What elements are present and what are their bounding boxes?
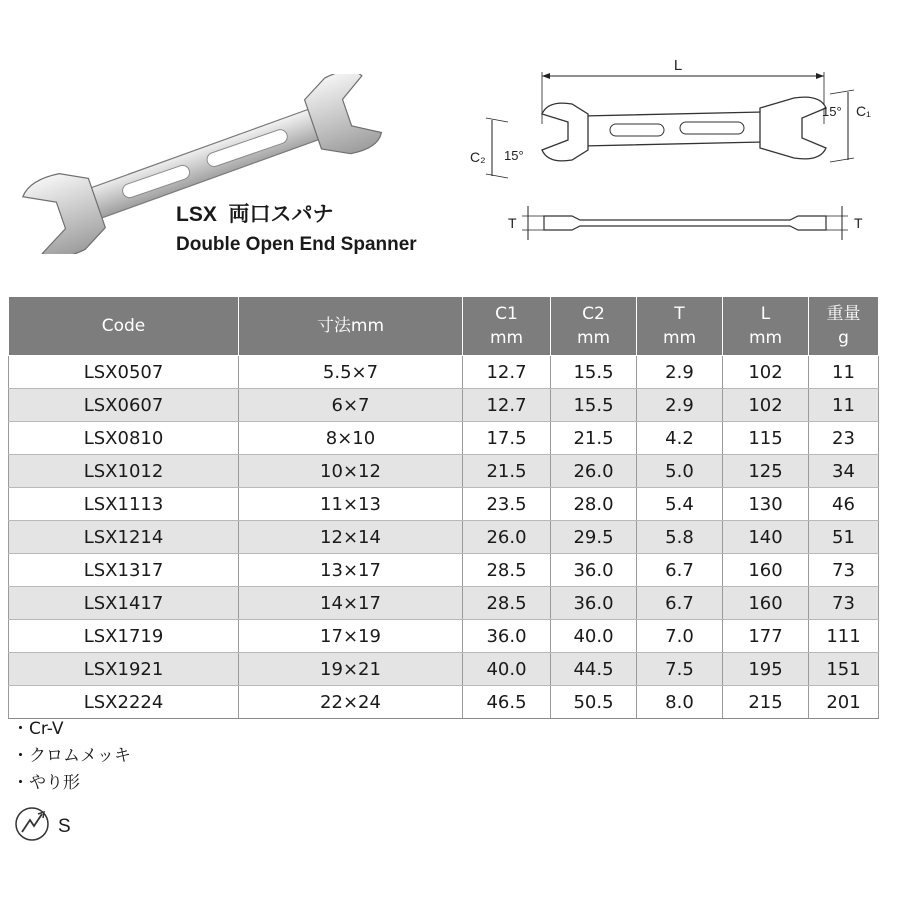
cell-t: 6.7 [637, 554, 723, 587]
cell-weight: 111 [809, 620, 879, 653]
cell-c2: 15.5 [551, 389, 637, 422]
cell-c1: 40.0 [463, 653, 551, 686]
cell-l: 160 [723, 587, 809, 620]
feature-notes [12, 716, 131, 797]
dim-t-label-right: T [854, 215, 863, 231]
cell-size: 14×17 [239, 587, 463, 620]
cell-c2: 36.0 [551, 587, 637, 620]
cell-size: 6×7 [239, 389, 463, 422]
cell-c2: 29.5 [551, 521, 637, 554]
dim-t-label-left: T [508, 215, 517, 231]
cell-weight: 73 [809, 554, 879, 587]
cell-weight: 201 [809, 686, 879, 719]
cell-code: LSX0507 [9, 356, 239, 389]
dim-l-label: L [673, 57, 683, 74]
cell-c2: 40.0 [551, 620, 637, 653]
cell-size: 13×17 [239, 554, 463, 587]
hammer-circle-icon [8, 802, 92, 842]
table-row [9, 686, 879, 719]
cell-l: 102 [723, 389, 809, 422]
note-item: ・やり形 [12, 773, 80, 793]
header-c2: C2 mm [551, 297, 637, 356]
cell-c2: 21.5 [551, 422, 637, 455]
header-code: Code [9, 297, 239, 356]
cell-size: 12×14 [239, 521, 463, 554]
cell-t: 6.7 [637, 587, 723, 620]
table-header-row [9, 297, 879, 356]
cell-weight: 51 [809, 521, 879, 554]
cell-weight: 11 [809, 356, 879, 389]
cell-t: 2.9 [637, 356, 723, 389]
cell-weight: 73 [809, 587, 879, 620]
cell-weight: 151 [809, 653, 879, 686]
cell-t: 5.8 [637, 521, 723, 554]
cell-t: 7.5 [637, 653, 723, 686]
cell-weight: 23 [809, 422, 879, 455]
header-t: T mm [637, 297, 723, 356]
angle-label-right: 15° [822, 104, 842, 119]
cell-t: 4.2 [637, 422, 723, 455]
cell-c1: 23.5 [463, 488, 551, 521]
cell-c1: 17.5 [463, 422, 551, 455]
cell-code: LSX0810 [9, 422, 239, 455]
table-row [9, 620, 879, 653]
cell-weight: 11 [809, 389, 879, 422]
mark-letter: S [58, 816, 71, 837]
cell-l: 125 [723, 455, 809, 488]
cell-size: 22×24 [239, 686, 463, 719]
note-item: ・Cr-V [12, 719, 64, 739]
cell-weight: 34 [809, 455, 879, 488]
cell-code: LSX1417 [9, 587, 239, 620]
table-row [9, 521, 879, 554]
table-row [9, 587, 879, 620]
dim-c2-label: C₂ [470, 149, 486, 165]
cell-l: 160 [723, 554, 809, 587]
cell-l: 195 [723, 653, 809, 686]
cell-t: 5.0 [637, 455, 723, 488]
cell-size: 10×12 [239, 455, 463, 488]
cell-t: 2.9 [637, 389, 723, 422]
header-l: L mm [723, 297, 809, 356]
product-code: LSX [176, 203, 217, 226]
header-weight: 重量 g [809, 297, 879, 356]
cell-l: 130 [723, 488, 809, 521]
cell-c2: 28.0 [551, 488, 637, 521]
cell-c2: 50.5 [551, 686, 637, 719]
cell-code: LSX1317 [9, 554, 239, 587]
cell-size: 17×19 [239, 620, 463, 653]
cell-t: 7.0 [637, 620, 723, 653]
cell-c1: 28.5 [463, 554, 551, 587]
table-row [9, 554, 879, 587]
cell-l: 115 [723, 422, 809, 455]
table-row [9, 422, 879, 455]
cell-c1: 12.7 [463, 356, 551, 389]
note-item: ・クロムメッキ [12, 746, 131, 766]
cell-c2: 26.0 [551, 455, 637, 488]
table-body [9, 356, 879, 719]
cell-code: LSX1113 [9, 488, 239, 521]
cell-c1: 26.0 [463, 521, 551, 554]
cell-c2: 15.5 [551, 356, 637, 389]
cell-c2: 36.0 [551, 554, 637, 587]
cell-c1: 12.7 [463, 389, 551, 422]
cell-c1: 28.5 [463, 587, 551, 620]
technical-drawing [464, 52, 880, 252]
cell-c1: 36.0 [463, 620, 551, 653]
cell-c2: 44.5 [551, 653, 637, 686]
cell-l: 177 [723, 620, 809, 653]
product-title-jp [176, 198, 334, 228]
header-size: 寸法mm [239, 297, 463, 356]
cell-code: LSX1214 [9, 521, 239, 554]
product-name-jp: 両口スパナ [228, 203, 334, 226]
cell-c1: 46.5 [463, 686, 551, 719]
header-c1: C1 mm [463, 297, 551, 356]
cell-size: 5.5×7 [239, 356, 463, 389]
cell-l: 215 [723, 686, 809, 719]
table-row [9, 455, 879, 488]
cell-size: 11×13 [239, 488, 463, 521]
cell-l: 140 [723, 521, 809, 554]
cell-code: LSX0607 [9, 389, 239, 422]
cell-size: 8×10 [239, 422, 463, 455]
table-row [9, 389, 879, 422]
dim-c1-label: C₁ [856, 103, 871, 119]
cell-size: 19×21 [239, 653, 463, 686]
table-row [9, 488, 879, 521]
table-row [9, 356, 879, 389]
cell-code: LSX2224 [9, 686, 239, 719]
cell-code: LSX1719 [9, 620, 239, 653]
product-name-en: Double Open End Spanner [176, 234, 417, 255]
cell-t: 5.4 [637, 488, 723, 521]
angle-label-left: 15° [504, 148, 524, 163]
cell-t: 8.0 [637, 686, 723, 719]
table-row [9, 653, 879, 686]
spec-table [8, 296, 879, 719]
cell-code: LSX1012 [9, 455, 239, 488]
cell-l: 102 [723, 356, 809, 389]
cell-c1: 21.5 [463, 455, 551, 488]
cell-weight: 46 [809, 488, 879, 521]
cell-code: LSX1921 [9, 653, 239, 686]
